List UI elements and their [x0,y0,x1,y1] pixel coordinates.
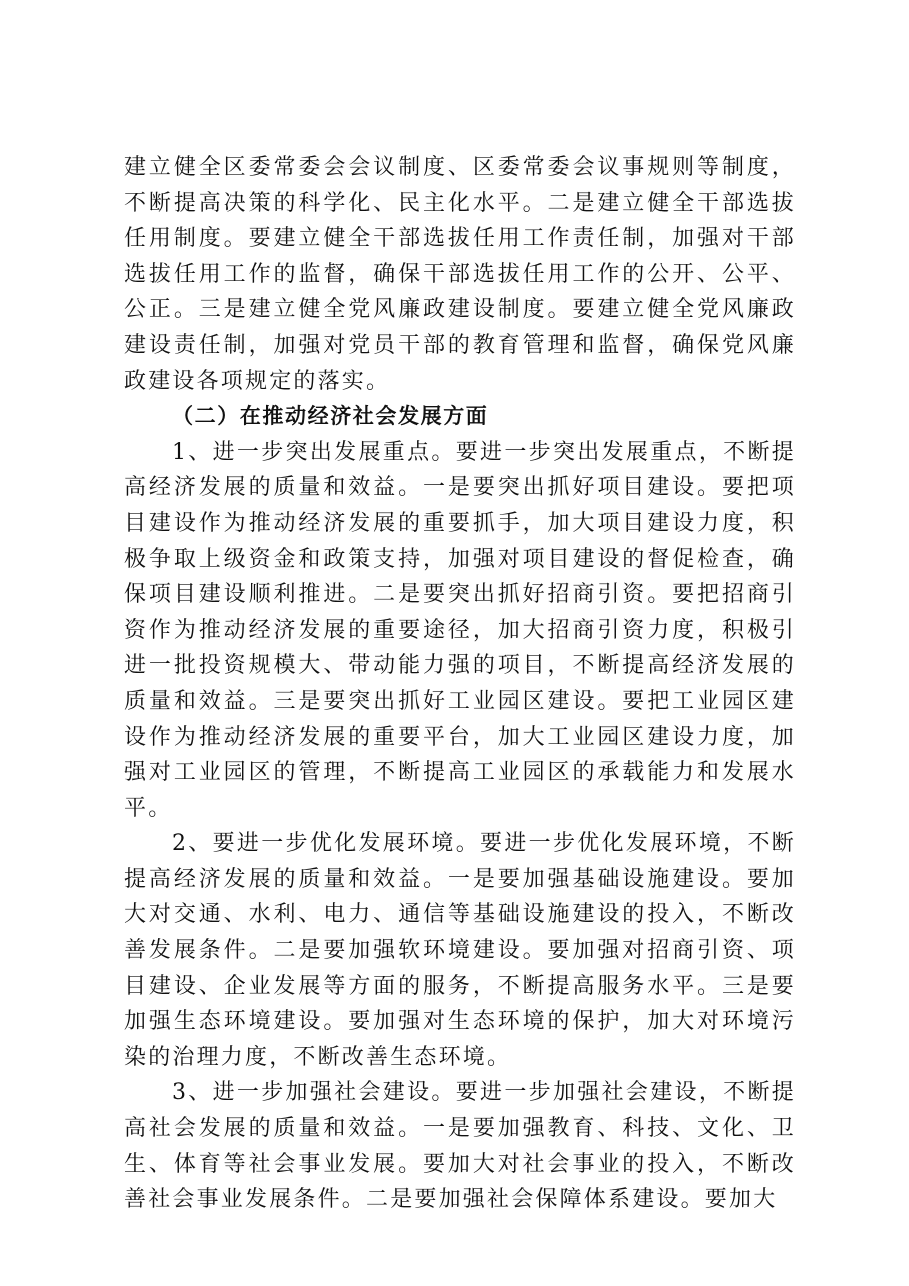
paragraph-item-3: 3、进一步加强社会建设。要进一步加强社会建设，不断提高社会发展的质量和效益。一是要加强教育、科技、文化、卫生、体育等社会事业发展。要加大对社会事业的投入，不断改善社会事业发展条件。二是要加强社会保障体系建设。要加大 [124,1080,796,1213]
section-heading: （二）在推动经济社会发展方面 [172,404,489,429]
paragraph-item-2: 2、要进一步优化发展环境。要进一步优化发展环境，不断提高经济发展的质量和效益。一是要加强基础设施建设。要加大对交通、水利、电力、通信等基础设施建设的投入，不断改善发展条件。二是要加强软环境建设。要加强对招商引资、项目建设、企业发展等方面的服务，不断提高服务水平。三是要加强生态环境建设。要加强对生态环境的保护，加大对环境污染的治理力度，不断改善生态环境。 [124,831,796,1070]
paragraph-continued: 建立健全区委常委会会议制度、区委常委会议事规则等制度，不断提高决策的科学化、民主化水平。二是建立健全干部选拔任用制度。要建立健全干部选拔任用工作责任制，加强对干部选拔任用工作的监督，确保干部选拔任用工作的公开、公平、公正。三是建立健全党风廉政建设制度。要建立健全党风廉政建设责任制，加强对党员干部的教育管理和监督，确保党风廉政建设各项规定的落实。 [124,155,796,394]
paragraph-item-1: 1、进一步突出发展重点。要进一步突出发展重点，不断提高经济发展的质量和效益。一是要突出抓好项目建设。要把项目建设作为推动经济发展的重要抓手，加大项目建设力度，积极争取上级资金和政策支持，加强对项目建设的督促检查，确保项目建设顺利推进。二是要突出抓好招商引资。要把招商引资作为推动经济发展的重要途径，加大招商引资力度，积极引进一批投资规模大、带动能力强的项目，不断提高经济发展的质量和效益。三是要突出抓好工业园区建设。要把工业园区建设作为推动经济发展的重要平台，加大工业园区建设力度，加强对工业园区的管理，不断提高工业园区的承载能力和发展水平。 [124,439,796,821]
document-body [124,150,796,1218]
